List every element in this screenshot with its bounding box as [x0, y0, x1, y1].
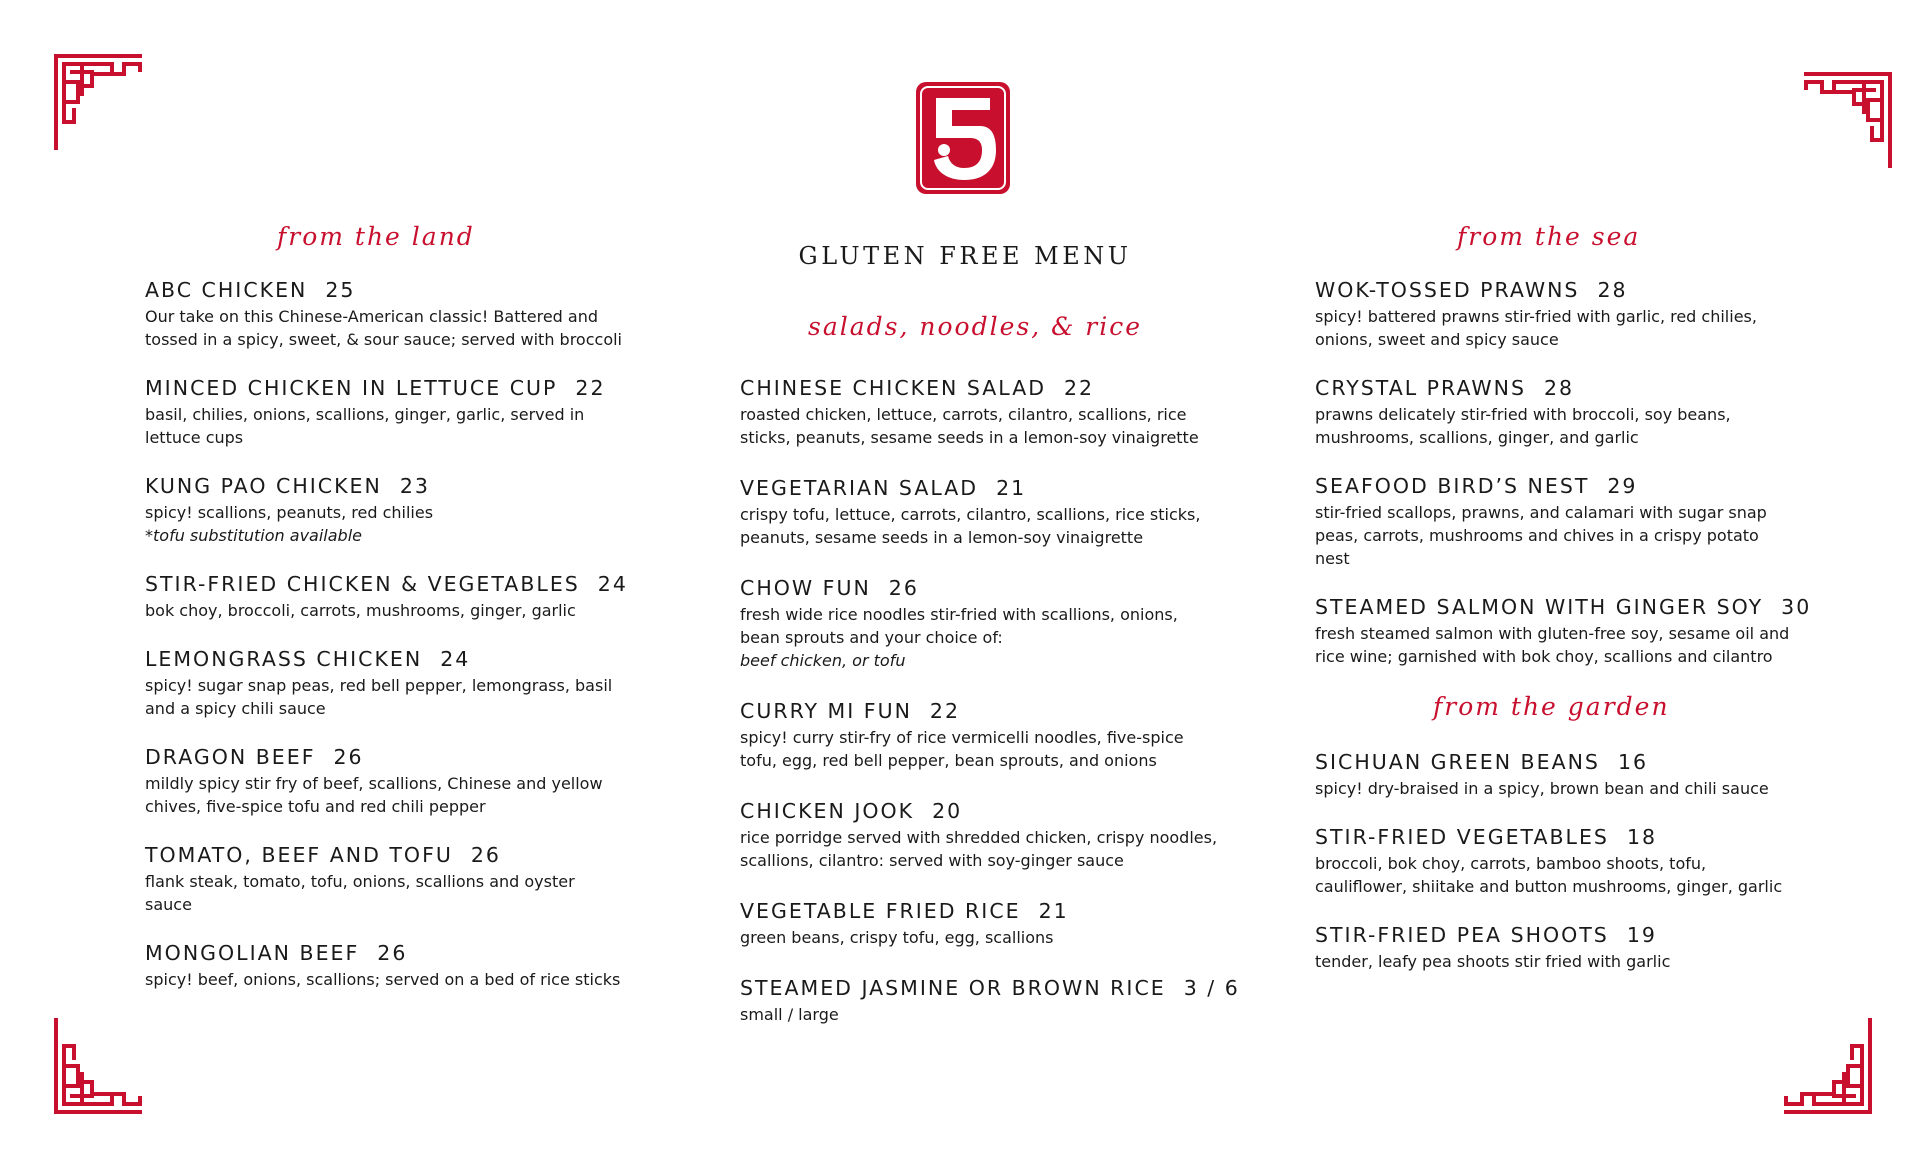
menu-item-description: spicy! scallions, peanuts, red chilies — [145, 503, 434, 522]
menu-item-price: 26 — [470, 843, 501, 867]
menu-item-price: 22 — [575, 376, 606, 400]
section-heading-salads: salads, noodles, & rice — [808, 312, 1143, 341]
menu-item-title — [1315, 749, 1835, 775]
menu-item-title — [1315, 922, 1835, 948]
menu-item-title — [740, 475, 1260, 501]
menu-item-name: TOMATO, BEEF AND TOFU — [145, 843, 453, 867]
menu-item-title — [740, 898, 1260, 924]
menu-item-name: VEGETARIAN SALAD — [740, 476, 979, 500]
menu-item — [1315, 749, 1835, 800]
menu-item-price: 3 / 6 — [1183, 976, 1240, 1000]
menu-item-description: mildly spicy stir fry of beef, scallions, Chinese and yellow chives, five-spice tofu and red chili pepper — [145, 774, 603, 816]
menu-item-title — [1315, 277, 1835, 303]
menu-item-description: prawns delicately stir-fried with broccoli, soy beans, mushrooms, scallions, ginger, and garlic — [1315, 405, 1731, 447]
menu-item-description: rice porridge served with shredded chicken, crispy noodles, scallions, cilantro: served with soy-ginger sauce — [740, 828, 1218, 870]
menu-item-name: CHOW FUN — [740, 576, 871, 600]
corner-ornament-top-left — [52, 52, 152, 152]
menu-item-title — [1315, 375, 1835, 401]
menu-item-price: 21 — [1038, 899, 1069, 923]
lattice-corner-icon — [52, 52, 152, 152]
menu-item-name: STIR-FRIED CHICKEN & VEGETABLES — [145, 572, 580, 596]
menu-item-name: DRAGON BEEF — [145, 745, 316, 769]
menu-item-description: flank steak, tomato, tofu, onions, scallions and oyster sauce — [145, 872, 575, 914]
menu-item — [145, 473, 665, 547]
menu-item — [1315, 473, 1835, 570]
menu-item-name: MINCED CHICKEN IN LETTUCE CUP — [145, 376, 558, 400]
menu-item-price: 26 — [333, 745, 364, 769]
menu-item-name: CRYSTAL PRAWNS — [1315, 376, 1526, 400]
menu-item-description: roasted chicken, lettuce, carrots, cilantro, scallions, rice sticks, peanuts, sesame seeds in a lemon-soy vinaigrette — [740, 405, 1199, 447]
menu-item-description: green beans, crispy tofu, egg, scallions — [740, 928, 1054, 947]
section-heading-garden: from the garden — [1433, 692, 1670, 721]
section-heading-sea: from the sea — [1457, 222, 1641, 251]
menu-item-description: fresh steamed salmon with gluten-free soy, sesame oil and rice wine; garnished with bok choy, scallions and cilantro — [1315, 624, 1790, 666]
menu-item-description: basil, chilies, onions, scallions, ginger, garlic, served in lettuce cups — [145, 405, 585, 447]
menu-item-price: 19 — [1626, 923, 1657, 947]
menu-item — [1315, 824, 1835, 898]
menu-item-title — [740, 575, 1260, 601]
menu-item-description: broccoli, bok choy, carrots, bamboo shoots, tofu, cauliflower, shiitake and button mushrooms, ginger, garlic — [1315, 854, 1783, 896]
menu-item — [145, 571, 665, 622]
menu-item-name: SICHUAN GREEN BEANS — [1315, 750, 1600, 774]
menu-item-name: STIR-FRIED PEA SHOOTS — [1315, 923, 1609, 947]
lattice-corner-icon — [52, 1016, 152, 1116]
menu-item-price: 28 — [1543, 376, 1575, 400]
corner-ornament-top-right — [1794, 70, 1894, 170]
menu-item-title — [145, 277, 665, 303]
menu-item-description: fresh wide rice noodles stir-fried with scallions, onions, bean sprouts and your choice of: — [740, 605, 1178, 647]
menu-item-description: tender, leafy pea shoots stir fried with garlic — [1315, 952, 1671, 971]
menu-item-title — [145, 842, 665, 868]
menu-item — [740, 798, 1260, 872]
menu-item — [1315, 922, 1835, 973]
corner-ornament-bottom-right — [1774, 1016, 1874, 1116]
menu-item-description: spicy! battered prawns stir-fried with garlic, red chilies, onions, sweet and spicy sauce — [1315, 307, 1757, 349]
menu-item-title — [145, 473, 665, 499]
menu-item-name: KUNG PAO CHICKEN — [145, 474, 382, 498]
menu-item-title — [1315, 594, 1835, 620]
menu-item-name: WOK-TOSSED PRAWNS — [1315, 278, 1580, 302]
menu-item-name: CHICKEN JOOK — [740, 799, 915, 823]
menu-item-name: CHINESE CHICKEN SALAD — [740, 376, 1046, 400]
menu-item-title — [1315, 824, 1835, 850]
menu-item-title — [145, 646, 665, 672]
restaurant-logo — [914, 80, 1012, 196]
menu-item-price: 16 — [1617, 750, 1649, 774]
menu-item-description: spicy! beef, onions, scallions; served on a bed of rice sticks — [145, 970, 621, 989]
menu-item-title — [1315, 473, 1835, 499]
menu-item-description: small / large — [740, 1005, 839, 1024]
salads-noodles-rice-section — [740, 312, 1260, 1052]
menu-item-title — [740, 798, 1260, 824]
menu-item-name: CURRY MI FUN — [740, 699, 912, 723]
land-section — [145, 222, 665, 1015]
menu-item — [145, 842, 665, 916]
menu-item — [1315, 277, 1835, 351]
menu-item-description: spicy! dry-braised in a spicy, brown bean and chili sauce — [1315, 779, 1769, 798]
menu-item-price: 26 — [377, 941, 408, 965]
menu-item-title — [145, 940, 665, 966]
menu-item-description: spicy! sugar snap peas, red bell pepper, lemongrass, basil and a spicy chili sauce — [145, 676, 613, 718]
menu-item-name: STIR-FRIED VEGETABLES — [1315, 825, 1609, 849]
menu-item-name: MONGOLIAN BEEF — [145, 941, 360, 965]
menu-item-name: VEGETABLE FRIED RICE — [740, 899, 1021, 923]
menu-item-note: beef chicken, or tofu — [740, 651, 906, 670]
menu-item-price: 24 — [440, 647, 471, 671]
menu-item-price: 30 — [1781, 595, 1812, 619]
menu-item-title — [740, 975, 1260, 1001]
menu-item-description: bok choy, broccoli, carrots, mushrooms, ginger, garlic — [145, 601, 576, 620]
menu-item — [145, 277, 665, 351]
menu-item — [145, 375, 665, 449]
menu-item-price: 28 — [1597, 278, 1628, 302]
menu-item — [740, 975, 1260, 1026]
menu-item-name: SEAFOOD BIRD’S NEST — [1315, 474, 1590, 498]
menu-item-price: 23 — [399, 474, 430, 498]
section-heading-land: from the land — [277, 222, 475, 251]
menu-item-description: stir-fried scallops, prawns, and calamari with sugar snap peas, carrots, mushrooms and chives in a crispy potato nest — [1315, 503, 1767, 568]
menu-item-name: LEMONGRASS CHICKEN — [145, 647, 423, 671]
menu-item-price: 20 — [932, 799, 963, 823]
menu-item-description: Our take on this Chinese-American classic! Battered and tossed in a spicy, sweet, & sour sauce; served with broccoli — [145, 307, 622, 349]
lattice-corner-icon — [1794, 70, 1894, 170]
menu-item-price: 21 — [996, 476, 1027, 500]
menu-item-price: 26 — [888, 576, 919, 600]
corner-ornament-bottom-left — [52, 1016, 152, 1116]
menu-item-title — [145, 375, 665, 401]
menu-item — [145, 940, 665, 991]
menu-item — [740, 375, 1260, 449]
menu-item-price: 22 — [929, 699, 961, 723]
menu-item — [1315, 594, 1835, 668]
menu-item-price: 24 — [597, 572, 628, 596]
menu-item-description: spicy! curry stir-fry of rice vermicelli noodles, five-spice tofu, egg, red bell pepper, bean sprouts, and onions — [740, 728, 1184, 770]
menu-item-name: ABC CHICKEN — [145, 278, 308, 302]
menu-item-price: 25 — [325, 278, 356, 302]
menu-item-title — [145, 571, 665, 597]
menu-item-price: 29 — [1607, 474, 1638, 498]
menu-item-note: *tofu substitution available — [145, 526, 362, 545]
menu-item-title — [145, 744, 665, 770]
dragon-seal-logo-icon — [914, 80, 1012, 196]
menu-item-name: STEAMED SALMON WITH GINGER SOY — [1315, 595, 1764, 619]
menu-item — [740, 475, 1260, 549]
sea-garden-section — [1315, 222, 1835, 997]
menu-item-description: crispy tofu, lettuce, carrots, cilantro, scallions, rice sticks, peanuts, sesame seeds in a lemon-soy vinaigrette — [740, 505, 1201, 547]
menu-item — [740, 698, 1260, 772]
menu-item-price: 22 — [1064, 376, 1095, 400]
menu-item — [145, 646, 665, 720]
menu-item — [740, 898, 1260, 949]
menu-item — [1315, 375, 1835, 449]
menu-item-title — [740, 698, 1260, 724]
menu-item — [145, 744, 665, 818]
menu-title: GLUTEN FREE MENU — [798, 242, 1132, 270]
lattice-corner-icon — [1774, 1016, 1874, 1116]
menu-item-name: STEAMED JASMINE OR BROWN RICE — [740, 976, 1166, 1000]
menu-item-price: 18 — [1626, 825, 1658, 849]
menu-item — [740, 575, 1260, 672]
menu-item-title — [740, 375, 1260, 401]
